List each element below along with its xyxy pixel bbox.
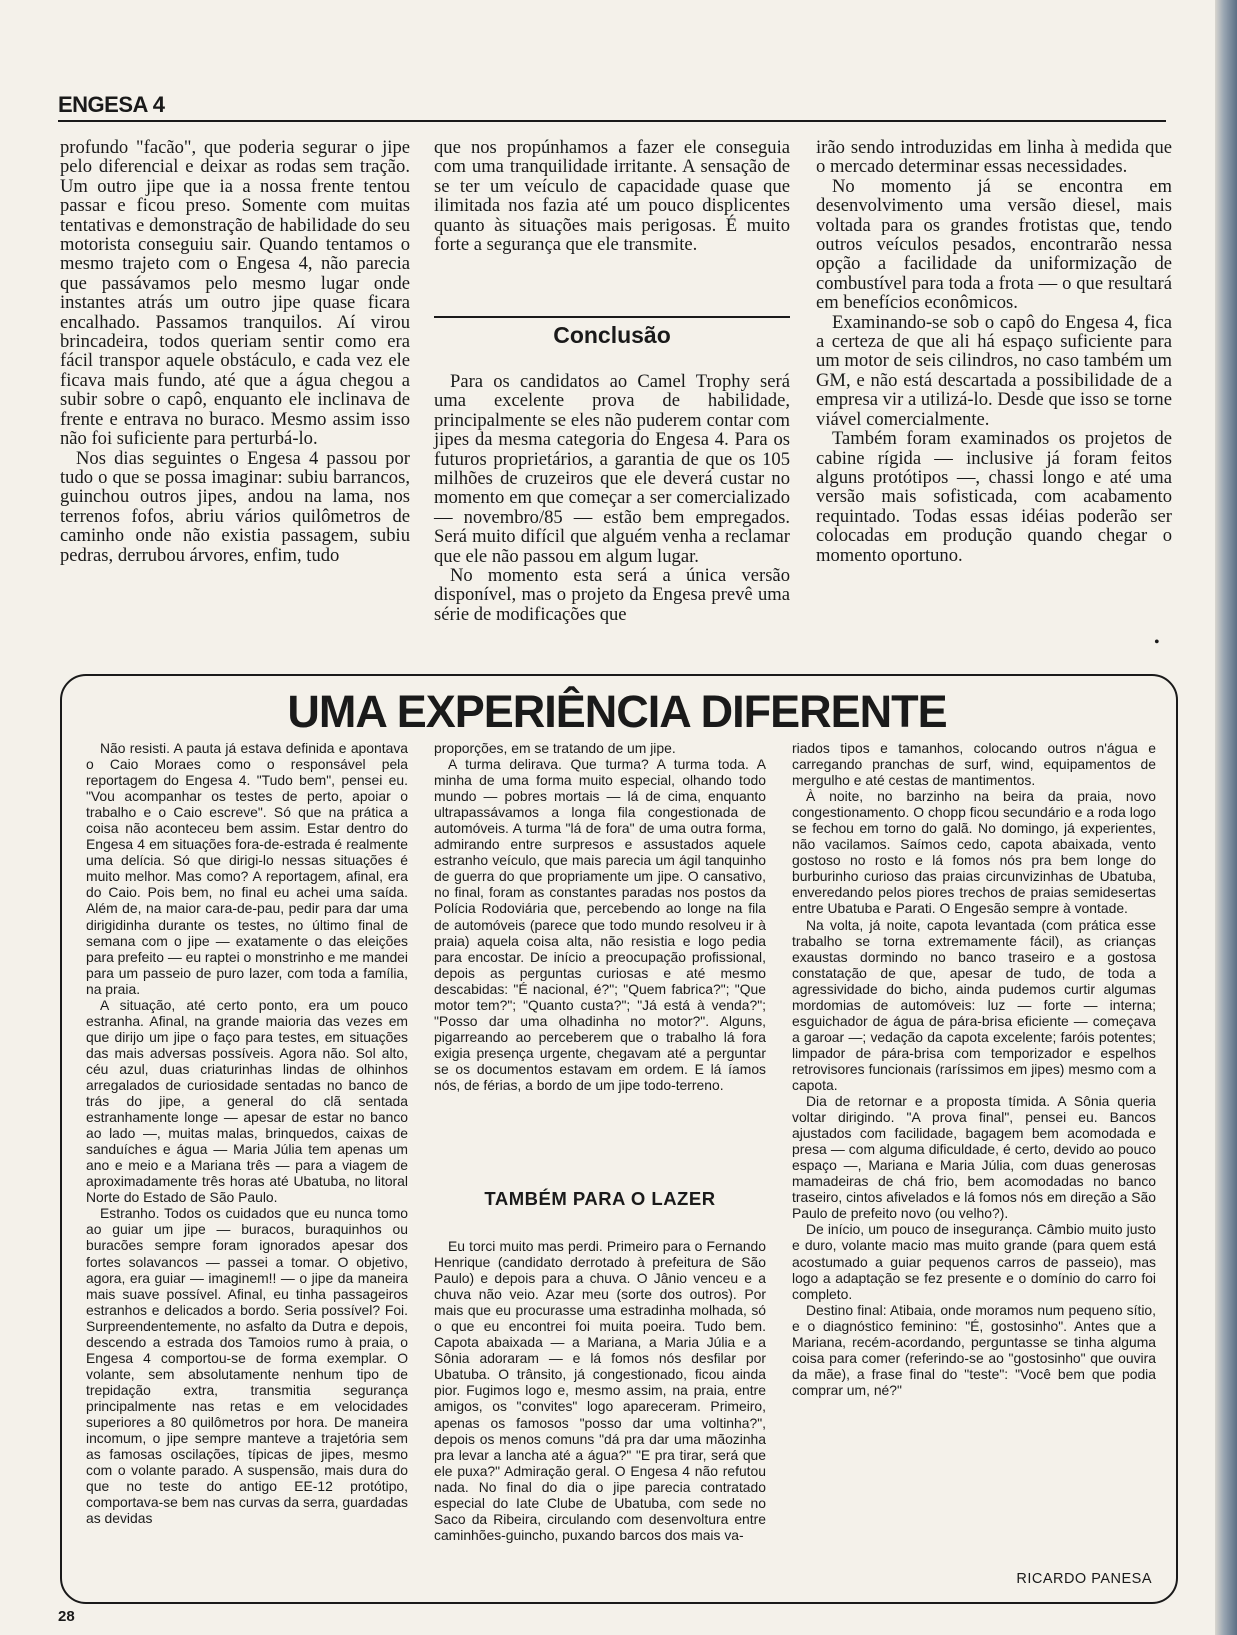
author-signature: RICARDO PANESA	[1016, 1571, 1152, 1587]
header-rule	[58, 120, 1166, 122]
paragraph: Destino final: Atibaia, onde moramos num pequeno sítio, e o diagnóstico feminino: "É, gostosinho". Antes que a Mariana, recém-acordando, perguntasse se tinha alguma coisa para comer (referindo-se ao "gostosinho" que ouvira da mãe), a frase final do "teste": "Você bem que podia comprar um, né?"	[792, 1301, 1156, 1398]
paragraph: Eu torci muito mas perdi. Primeiro para o Fernando Henrique (candidato derrotado à prefeitura de São Paulo) e depois para a chuva. O Jânio venceu e a chuva não veio. Azar meu (sorte dos outros). Por mais que eu procurasse uma estradinha molhada, só o que eu encontrei foi muita poeira. Tudo bem. Capota abaixada — a Mariana, a Maria Júlia e a Sônia adoraram — e lá fomos nós desfilar por Ubatuba. O trânsito, já congestionado, ficou ainda pior. Fugimos logo e, mesmo assim, na praia, entre amigos, os "convites" logo apareceram. Primeiro, apenas os famosos "posso dar uma voltinha?", depois os menos comuns "dá pra dar uma mãozinha pra levar a lancha até a água?" "E pra tirar, será que ele puxa?" Admiração geral. O Engesa 4 não refutou nada. No final do dia o jipe parecia contratado especial do Iate Clube de Ubatuba, com sede no Saco da Ribeira, circulando com desenvoltura entre caminhões-guincho, puxando barcos dos mais va-	[434, 1238, 766, 1543]
adjacent-page-edge	[1215, 0, 1237, 1635]
paragraph: Não resisti. A pauta já estava definida e apontava o Caio Moraes como o responsável pela reportagem do Engesa 4. "Tudo bem", pensei eu. "Vou acompanhar os testes de perto, apoiar o trabalho e o Caio escreve". Só que na prática a coisa não aconteceu bem assim. Estar dentro do Engesa 4 em situações fora-de-estrada é realmente uma delícia. Só que dirigi-lo nessas situações é muito melhor. Mas como? A reportagem, afinal, era do Caio. Pois bem, no final eu achei uma saída. Além de, na maior cara-de-pau, pedir para dar uma dirigidinha durante os testes, no último final de semana com o jipe — exatamente o das eleições para prefeito — eu raptei o monstrinho e me mandei para um passeio de puro lazer, com toda a família, na praia.	[86, 740, 408, 997]
end-mark: •	[1154, 634, 1160, 651]
box-column-1	[86, 740, 408, 1526]
box-column-3	[792, 740, 1156, 1398]
article-column-2-top	[434, 138, 790, 254]
conclusion-heading: Conclusão	[553, 322, 671, 348]
paragraph: Nos dias seguintes o Engesa 4 passou por tudo o que se possa imaginar: subiu barrancos, guinchou outros jipes, andou na lama, nos terrenos fofos, abriu vários quilômetros de caminho onde não existia passagem, subiu pedras, derrubou árvores, enfim, tudo	[60, 447, 410, 566]
paragraph: que nos propúnhamos a fazer ele conseguia com uma tranquilidade irritante. A sensação de se ter um veículo de capacidade quase que ilimitada nos fazia até um pouco displicentes quanto às situações mais perigosas. É muito forte a segurança que ele transmite.	[434, 137, 790, 256]
paragraph: Dia de retornar e a proposta tímida. A Sônia queria voltar dirigindo. "A prova final", pensei eu. Bancos ajustados com facilidade, bagagem bem acomodada e presa — com alguma dificuldade, é certo, devido ao pouco espaço —, Mariana e Maria Júlia, com duas generosas mamadeiras de chá frio, bem acomodadas no banco traseiro, cintos afivelados e lá fomos nós em direção a São Paulo de prefeito novo (ou velho?).	[792, 1093, 1156, 1222]
paragraph: À noite, no barzinho na beira da praia, novo congestionamento. O chopp ficou secundário e a roda logo se fechou em torno do galã. No domingo, já experientes, não vacilamos. Saímos cedo, capota abaixada, vento gostoso no rosto e lá fomos nós pra bem longe do burburinho curioso das praias circunvizinhas de Ubatuba, enveredando pelos piores trechos de praias semidesertas entre Ubatuba e Parati. O Engesão sempre à vontade.	[792, 788, 1156, 917]
paragraph: profundo "facão", que poderia segurar o jipe pelo diferencial e deixar as rodas sem tração. Um outro jipe que ia a nossa frente tentou passar e ficou preso. Somente com muitas tentativas e demonstração de habilidade do seu motorista conseguiu sair. Quando tentamos o mesmo trajeto com o Engesa 4, não parecia que passávamos pelo mesmo lugar onde instantes atrás um outro jipe quase ficara encalhado. Passamos tranquilos. Aí virou brincadeira, todos queriam sentir como era fácil transpor aquele obstáculo, e cada vez ele ficava mais fundo, até que a água chegou a subir sobre o capô, enquanto ele inclinava de frente e entrava no buraco. Mesmo assim isso não foi suficiente para perturbá-lo.	[60, 137, 410, 450]
article-column-2-bottom	[434, 372, 790, 624]
box-subheading: TAMBÉM PARA O LAZER	[484, 1188, 716, 1209]
paragraph: Para os candidatos ao Camel Trophy será uma excelente prova de habilidade, principalmente se eles não puderem contar com jipes da mesma categoria do Engesa 4. Para os futuros proprietários, a garantia de que os 105 milhões de cruzeiros que ele deverá custar no momento em que começar a ser comercializado — novembro/85 — estão bem empregados. Será muito difícil que alguém venha a reclamar que ele não passou em algum lugar.	[434, 371, 790, 567]
paragraph: Na volta, já noite, capota levantada (com prática esse trabalho se torna extremamente fácil), as crianças exaustas dormindo no banco traseiro e a gostosa constatação de que, apesar de tudo, de toda a agressividade do bicho, ainda pudemos curtir algumas mordomias de automóveis: luz — forte — interna; esguichador de água de pára-brisa eficiente — começava a garoar —; vedação da capota excelente; faróis potentes; limpador de pára-brisa com temporizador e espelhos retrovisores funcionais (raríssimos em jipes) mesmo com a capota.	[792, 916, 1156, 1093]
paragraph: Estranho. Todos os cuidados que eu nunca tomo ao guiar um jipe — buracos, buraquinhos ou buracões sempre foram ignorados apesar dos fortes solavancos — passei a tomar. O objetivo, agora, era guiar — imaginem!! — o jipe da maneira mais suave possível. Afinal, eu tinha passageiros estranhos e delicados a bordo. Seria possível? Foi. Surpreendentemente, no asfalto da Dutra e depois, descendo a estrada dos Tamoios rumo à praia, o Engesa 4 comportou-se de forma exemplar. O volante, sem absolutamente nenhum tipo de trepidação extra, transmitia segurança principalmente nas retas e em velocidades superiores a 80 quilômetros por hora. De maneira incomum, o jipe sempre manteve a trajetória sem as famosas oscilações, típicas de jipes, mesmo com o volante parado. A suspensão, mais dura do que no teste do antigo EE-12 protótipo, comportava-se bem nas curvas da serra, guardadas as devidas	[86, 1205, 408, 1527]
section-header: ENGESA 4	[58, 92, 165, 117]
paragraph: irão sendo introduzidas em linha à medida que o mercado determinar essas necessidades.	[816, 137, 1172, 178]
paragraph: A situação, até certo ponto, era um pouco estranha. Afinal, na grande maioria das vezes em que dirijo um jipe o faço para testes, em situações das mais adversas possíveis. Agora não. Sol alto, céu azul, duas criaturinhas lindas de olhinhos arregalados de curiosidade sentadas no banco de trás do jipe, a general do clã sentada estranhamente longe — apesar de estar no banco ao lado —, muitas malas, brinquedos, caixas de sanduíches e água — Maria Júlia tem apenas um ano e meio e a Mariana três — para a viagem de aproximadamente três horas até Ubatuba, no litoral Norte do Estado de São Paulo.	[86, 996, 408, 1206]
box-column-2-top	[434, 740, 766, 1093]
page-number: 28	[58, 1608, 75, 1625]
paragraph: De início, um pouco de insegurança. Câmbio muito justo e duro, volante macio mas muito grande (para quem está acostumado a guiar pequenos carros de passeio), mas logo a adaptação se fez presente e o domínio do carro foi completo.	[792, 1221, 1156, 1302]
paragraph: No momento esta será a única versão disponível, mas o projeto da Engesa prevê uma série de modificações que	[434, 565, 790, 625]
box-title: UMA EXPERIÊNCIA DIFERENTE	[287, 686, 947, 737]
paragraph: riados tipos e tamanhos, colocando outros n'água e carregando pranchas de surf, wind, equipamentos de mergulho e até cestas de mantimentos.	[792, 740, 1156, 789]
conclusion-rule	[434, 316, 790, 318]
article-column-3	[816, 138, 1172, 565]
paragraph: No momento já se encontra em desenvolvimento uma versão diesel, mais voltada para os grandes frotistas que, tendo outros veículos pesados, encontrarão nessa opção a facilidade da uniformização de combustível para toda a frota — o que resultará em benefícios econômicos.	[816, 175, 1172, 314]
paragraph: Também foram examinados os projetos de cabine rígida — inclusive já foram feitos alguns protótipos —, chassi longo e até uma versão mais sofisticada, com acabamento requintado. Todas essas idéias poderão ser colocadas em produção quando chegar o momento oportuno.	[816, 428, 1172, 566]
article-column-1	[60, 138, 410, 565]
paragraph: Examinando-se sob o capô do Engesa 4, fica a certeza de que ali há espaço suficiente para um motor de seis cilindros, no caso também um GM, e não está descartada a possibilidade de a empresa vir a utilizá-lo. Desde que isso se torne viável comercialmente.	[816, 311, 1172, 430]
paragraph: A turma delirava. Que turma? A turma toda. A minha de uma forma muito especial, olhando todo mundo — pobres mortais — lá de cima, enquanto ultrapassávamos a longa fila congestionada de automóveis. A turma "lá de fora" de uma outra forma, admirando entre surpresos e assustados aquele estranho veículo, que mais parecia um ágil tanquinho de guerra do que propriamente um jipe. O cansativo, no final, foram as constantes paradas nos postos da Polícia Rodoviária que, percebendo ao longe na fila de automóveis (parece que todo mundo resolveu ir à praia) aquela coisa alta, não resistia e logo pedia para encostar. De início a preocupação profissional, depois as perguntas curiosas e até mesmo descabidas: "É nacional, é?"; "Quem fabrica?"; "Que motor tem?"; "Quanto custa?"; "Já está à venda?"; "Posso dar uma olhadinha no motor?". Alguns, pigarreando ao perceberem que o trabalho lá fora exigia presença urgente, chegavam até a perguntar se os documentos estavam em ordem. E lá íamos nós, de férias, a bordo de um jipe todo-terreno.	[434, 756, 766, 1093]
paragraph: proporções, em se tratando de um jipe.	[434, 740, 676, 756]
box-column-2-bottom	[434, 1238, 766, 1543]
